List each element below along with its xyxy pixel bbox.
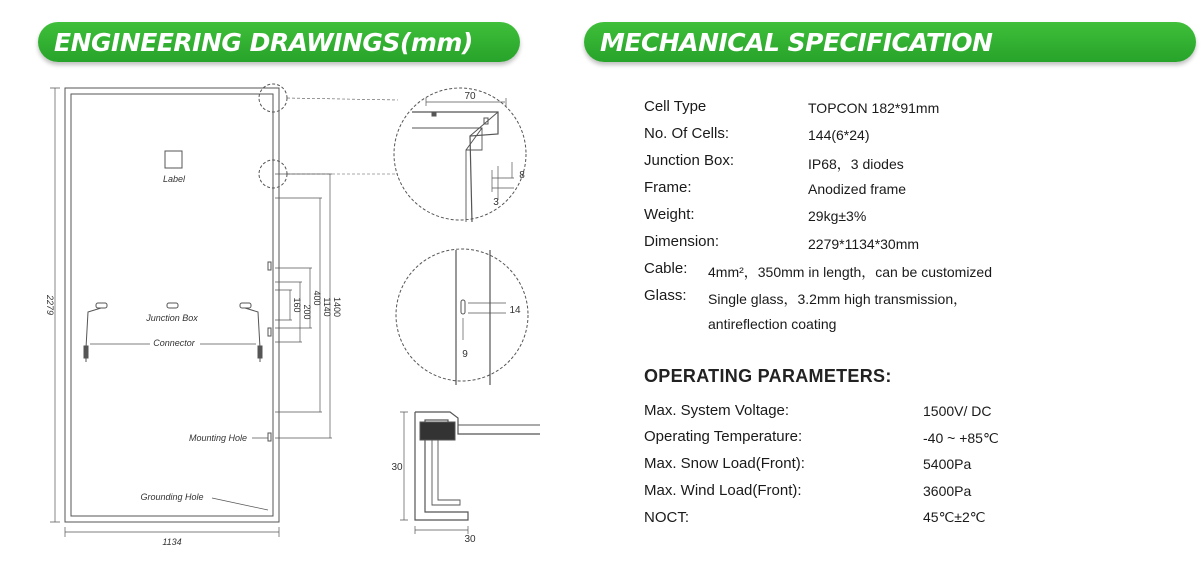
spec-label-cable: Cable: [644, 260, 688, 277]
spec-label-weight: Weight: [644, 206, 695, 223]
engineering-drawings-title: ENGINEERING DRAWINGS(mm) [54, 28, 473, 57]
spec-value-cells: 144(6*24) [808, 127, 870, 143]
spec-value-glass-line2: antireflection coating [708, 316, 837, 332]
op-value-wind-load: 3600Pa [923, 483, 972, 499]
junction-box-right [240, 303, 251, 308]
spec-value-glass: Single glass，3.2mm high transmission， [708, 291, 968, 307]
spec-label-cells: No. Of Cells: [644, 125, 730, 142]
dim-1140: 1140 [322, 297, 332, 317]
width-dimension-text: 1134 [162, 537, 182, 547]
operating-parameters-title: OPERATING PARAMETERS: [644, 366, 892, 386]
grounding-hole-text: Grounding Hole [140, 492, 204, 502]
dim-200: 200 [302, 304, 312, 320]
spec-value-junction-box: IP68，3 diodes [808, 156, 904, 172]
spec-label-junction-box: Junction Box: [644, 152, 735, 169]
spec-value-frame: Anodized frame [808, 181, 907, 197]
dim-1400: 1400 [332, 296, 342, 318]
mounting-hole-text: Mounting Hole [188, 433, 248, 443]
op-label-temperature: Operating Temperature: [644, 428, 803, 445]
spec-value-cable: 4mm²，350mm in length，can be customized [708, 264, 993, 280]
op-value-snow-load: 5400Pa [923, 456, 972, 472]
spec-value-cell-type: TOPCON 182*91mm [808, 100, 940, 116]
op-value-noct: 45℃±2℃ [923, 509, 986, 525]
panel-outline [65, 88, 279, 522]
corner-detail-circle [394, 88, 526, 220]
op-value-temperature: -40 ~ +85℃ [923, 430, 999, 446]
dim-14: 14 [509, 305, 521, 316]
dim-8: 8 [519, 170, 525, 181]
connector-left [84, 346, 88, 358]
spec-label-glass: Glass: [644, 287, 687, 304]
hole-detail-circle [396, 249, 528, 381]
op-label-snow-load: Max. Snow Load(Front): [644, 455, 805, 472]
dim-70: 70 [464, 91, 476, 102]
frame-hole [461, 300, 465, 314]
op-value-voltage: 1500V/ DC [923, 403, 992, 419]
connector-text: Connector [153, 338, 195, 348]
mechanical-specification-title: MECHANICAL SPECIFICATION [600, 28, 993, 57]
op-label-wind-load: Max. Wind Load(Front): [644, 482, 802, 499]
height-dimension-text: 2279 [45, 294, 55, 316]
dim-3: 3 [493, 197, 499, 208]
op-label-voltage: Max. System Voltage: [644, 402, 790, 419]
profile-width-30: 30 [464, 534, 476, 545]
spec-value-weight: 29kg±3% [808, 208, 867, 224]
profile-height-30: 30 [391, 462, 403, 473]
connector-right [258, 346, 262, 358]
spec-label-cell-type: Cell Type [644, 98, 707, 115]
label-box [165, 151, 182, 168]
panel-inner-frame [71, 94, 273, 516]
label-text: Label [162, 174, 186, 184]
junction-box-left [96, 303, 107, 308]
spec-label-frame: Frame: [644, 179, 692, 196]
op-label-noct: NOCT: [644, 509, 689, 526]
dim-9: 9 [462, 349, 468, 360]
dim-400: 400 [312, 290, 322, 306]
junction-box-text: Junction Box [146, 313, 198, 323]
width-dimension-line [65, 527, 279, 537]
junction-box-center [167, 303, 178, 308]
dim-160: 160 [292, 297, 302, 313]
mounting-hole [268, 262, 271, 270]
spec-label-dimension: Dimension: [644, 233, 720, 250]
spec-value-dimension: 2279*1134*30mm [808, 236, 920, 252]
